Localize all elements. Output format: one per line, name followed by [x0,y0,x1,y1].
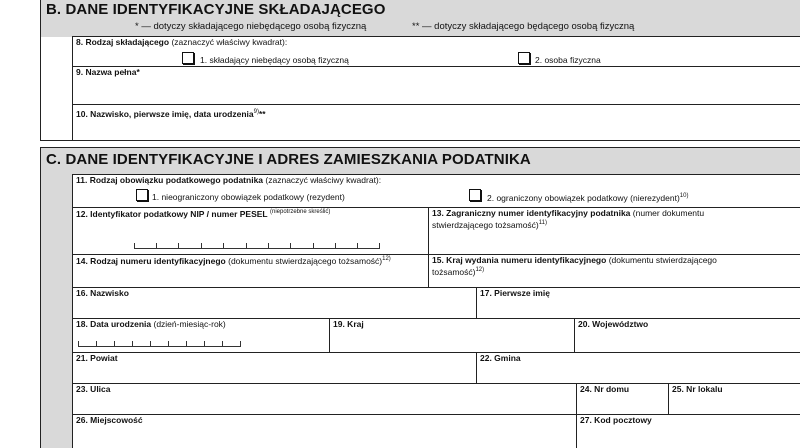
field-14-footnote: 12) [382,256,391,262]
checkbox-c-option-2[interactable] [469,189,481,201]
field-27-postal-code[interactable] [576,414,800,448]
b-option-1-label: 1. składający niebędący osobą fizyczną [200,55,349,65]
field-19-country[interactable] [329,318,574,352]
field-11-label: 11. Rodzaj obowiązku podatkowego podatnika [76,175,264,185]
field-17-label: 17. Pierwsze imię [480,288,550,298]
field-13-footnote: 11) [538,220,547,226]
field-14-hint: (dokumentu stwierdzającego tożsamość) [228,255,383,266]
field-10-suffix: ** [258,108,266,119]
field-25-label: 25. Nr lokalu [672,384,723,394]
field-22-municipality[interactable] [476,352,800,383]
field-25-apartment-number[interactable] [668,383,800,414]
field-13-hint-1: (numer dokumentu [632,208,705,218]
field-10-surname-name-birthdate[interactable] [72,104,800,140]
field-13-foreign-id-number[interactable] [428,207,800,254]
field-15-hint-1: (dokumentu stwierdzającego [608,255,717,265]
field-9-full-name[interactable] [72,66,800,104]
field-22-label: 22. Gmina [480,353,521,363]
field-23-label: 23. Ulica [76,384,111,394]
section-b-legend-2: ** — dotyczy składającego będącego osobą fizyczną [412,21,635,32]
c-option-2-footnote: 10) [679,193,689,199]
field-17-first-name[interactable] [476,287,800,318]
field-15-label: 15. Kraj wydania numeru identyfikacyjnego [432,255,607,265]
field-8-hint: (zaznaczyć właściwy kwadrat): [171,37,288,47]
field-13-label: 13. Zagraniczny numer identyfikacyjny podatnika [432,208,631,218]
c-option-2-label: 2. ograniczony obowiązek podatkowy (nierezydent) [487,192,680,203]
field-10-footnote: 9) [253,109,259,115]
field-24-label: 24. Nr domu [580,384,630,394]
field-21-county[interactable] [72,352,476,383]
field-26-label: 26. Miejscowość [76,415,143,425]
field-14-id-number-type[interactable] [72,254,428,287]
field-18-label: 18. Data urodzenia [76,319,152,329]
c-option-1-label: 1. nieograniczony obowiązek podatkowy (rezydent) [152,192,345,202]
nip-pesel-digit-cells [134,243,380,249]
field-9-label: 9. Nazwa pełna* [76,67,140,77]
field-27-label: 27. Kod pocztowy [580,415,652,425]
birth-date-cells [78,341,241,347]
field-11-hint: (zaznaczyć właściwy kwadrat): [265,175,382,185]
checkbox-b-option-1[interactable] [182,52,194,64]
field-14-label: 14. Rodzaj numeru identyfikacyjnego [76,255,226,266]
field-12-hint: (niepotrzebne skreślić) [270,209,331,215]
field-19-label: 19. Kraj [333,319,364,329]
field-15-id-issuing-country[interactable] [428,254,800,287]
field-15-hint-2: tożsamość) [432,266,476,277]
section-b-title: B. DANE IDENTYFIKACYJNE SKŁADAJĄCEGO [46,1,386,18]
field-10-label: 10. Nazwisko, pierwsze imię, data urodzenia [76,108,254,119]
field-16-label: 16. Nazwisko [76,288,129,298]
field-21-label: 21. Powiat [76,353,118,363]
field-16-surname[interactable] [72,287,476,318]
field-23-street[interactable] [72,383,576,414]
section-c-title: C. DANE IDENTYFIKACYJNE I ADRES ZAMIESZKANIA PODATNIKA [46,151,531,168]
field-13-hint-2: stwierdzającego tożsamość) [432,219,539,230]
field-20-label: 20. Województwo [578,319,649,329]
field-24-house-number[interactable] [576,383,668,414]
field-8-label: 8. Rodzaj składającego [76,37,170,47]
section-b-legend-1: * — dotyczy składającego niebędącego osobą fizyczną [135,21,367,32]
field-20-voivodeship[interactable] [574,318,800,352]
field-15-footnote: 12) [475,267,485,273]
b-option-2-label: 2. osoba fizyczna [535,55,601,65]
field-26-locality[interactable] [72,414,576,448]
field-18-hint: (dzień-miesiąc-rok) [153,319,226,329]
field-12-label: 12. Identyfikator podatkowy NIP / numer PESEL [76,208,268,219]
checkbox-c-option-1[interactable] [136,189,148,201]
checkbox-b-option-2[interactable] [518,52,530,64]
